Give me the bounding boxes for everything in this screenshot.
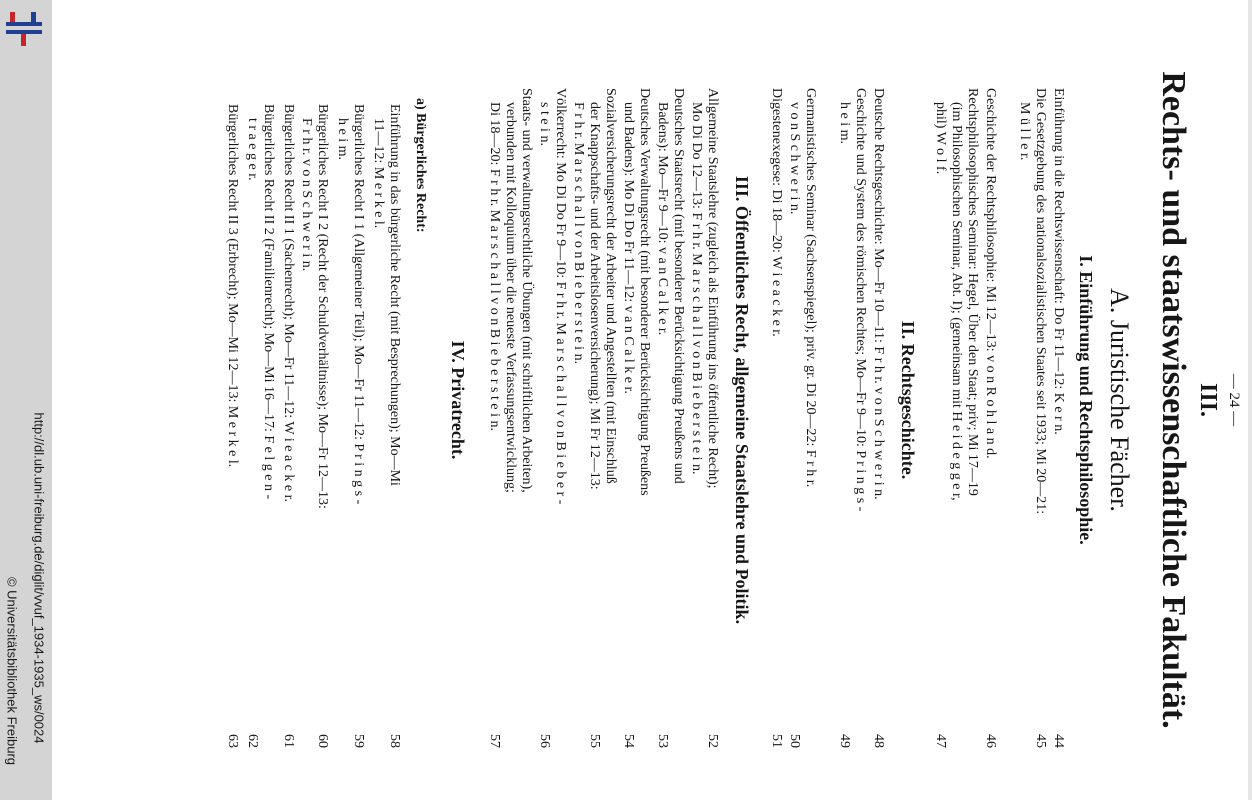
course-entry: Geschichte und System des römischen Rechtes; Mo—Fr 9—10: P r i n g s - h e i m.: [837, 88, 868, 512]
course-entry: Bürgerliches Recht I 1 (Allgemeiner Teil); Mo—Fr 11—12: P r i n g s - h e i m.: [335, 104, 366, 505]
section-heading: III. Öffentliches Recht, allgemeine Staatslehre und Politik.: [732, 175, 752, 625]
entry-number: 59: [351, 734, 366, 748]
entry-number: 57: [487, 734, 502, 748]
course-entry: Bürgerliches Recht II 2 (Familienrecht); Mo—Mi 16—17: F e l g e n - t r a e g e r.: [245, 104, 276, 500]
entry-number: 52: [705, 734, 720, 748]
chapter-number: III.: [1195, 382, 1221, 418]
section-heading: IV. Privatrecht.: [448, 340, 468, 460]
entry-number: 54: [621, 734, 636, 748]
course-entry: Sozialversicherungsrecht der Arbeiter und Angestellten (mit Einschluß der Knappschafts- und der Arbeitslosenversicherung); Mi Fr 12—13: F r h r. M a r s c h a l l v o n B i e b e r s t e i n.: [571, 88, 618, 490]
course-entry: Allgemeine Staatslehre (zugleich als Einführung ins öffentliche Recht); Mo Di Do 12—13: F r h r. M a r s c h a l l v o n B i e b e r s t e i n.: [689, 88, 720, 489]
viewer-edge: [1248, 0, 1252, 800]
course-entry: Bürgerliches Recht II 1 (Sachenrecht); Mo—Fr 11—12: W i e a c k e r.: [281, 104, 296, 502]
entry-number: 48: [871, 734, 886, 748]
course-entry: Die Gesetzgebung des nationalsozialistischen Staates seit 1933; Mi 20—21: M ü l l e r.: [1017, 88, 1048, 515]
course-entry: Deutsche Rechtsgeschichte: Mo—Fr 10—11: F r h r. v o n S c h w e r i n.: [871, 88, 886, 500]
faculty-title: Rechts- und staatswissenschaftliche Fakultät.: [1155, 71, 1192, 729]
course-entry: Germanistisches Seminar (Sachsenspiegel); priv. gr. Di 20—22: F r h r. v o n S c h w e r i n.: [787, 88, 818, 488]
entry-number: 49: [837, 734, 852, 748]
course-entry: Bürgerliches Recht II 3 (Erbrecht); Mo—Mi 12—13: M e r k e l.: [225, 104, 240, 468]
course-entry: Geschichte der Rechtsphilosophie: Mi 12—13: v o n R o h l a n d.: [983, 88, 998, 459]
course-entry: Deutsches Staatsrecht (mit besonderer Berücksichtigung Preußens und Badens): Mo—Fr 9—10: v a n C a l k e r.: [655, 88, 686, 484]
source-url[interactable]: http://dl.ub.uni-freiburg.de/diglit/vvuf_1934-1935_ws/0024: [31, 412, 47, 744]
entry-number: 55: [587, 734, 602, 748]
course-entry: Einführung in das bürgerliche Recht (mit Besprechungen); Mo—Mi 11—12: M e r k e l.: [371, 104, 402, 486]
entry-number: 56: [537, 734, 552, 748]
entry-number: 51: [769, 734, 784, 748]
entry-number: 50: [787, 734, 802, 748]
rotated-document: [54, 0, 1248, 800]
course-entry: Staats- und verwaltungsrechtliche Übungen (mit schriftlichen Arbeiten), verbunden mit Kolloquium über die neueste Verfassungsentwicklung; Di 18—20: F r h r. M a r s c h a l l v o n B i e b e r s t e i n.: [487, 88, 534, 493]
entry-number: 60: [315, 734, 330, 748]
entry-number: 47: [933, 734, 948, 748]
entry-number: 63: [225, 734, 240, 748]
subsection-heading: a) Bürgerliches Recht:: [413, 98, 428, 233]
entry-number: 45: [1033, 734, 1048, 748]
entry-number: 58: [387, 734, 402, 748]
section-heading: II. Rechtsgeschichte.: [898, 320, 918, 480]
course-entry: Deutsches Verwaltungsrecht (mit besonderer Berücksichtigung Preußens und Badens): Mo Di Do Fr 11—12: v a n C a l k e r.: [621, 88, 652, 496]
library-logo-icon: [4, 8, 44, 48]
section-heading: I. Einführung und Rechtsphilosophie.: [1076, 255, 1096, 545]
course-entry: Völkerrecht: Mo Di Do Fr 9—10: F r h r. M a r s c h a l l v o n B i e b e r - s t e i n.: [537, 88, 568, 505]
copyright-notice: © Universitätsbibliothek Freiburg: [4, 576, 20, 766]
entry-number: 62: [245, 734, 260, 748]
entry-number: 53: [655, 734, 670, 748]
course-entry: Digestenexegese: Di 18—20: W i e a c k e r.: [769, 88, 784, 337]
course-entry: Rechtsphilosophisches Seminar: Hegel, Über den Staat; priv; Mi 17—19 (im Philosophischen Seminar, Abt. I); (gemeinsam mit H e i d e g g e r, phil) W o l f.: [933, 88, 980, 501]
course-entry: Einführung in die Rechtswissenschaft: Do Fr 11—12: K e r n.: [1051, 88, 1066, 435]
page-number: — 24 —: [1226, 373, 1242, 427]
viewer-sidebar: [0, 0, 52, 800]
entry-number: 61: [281, 734, 296, 748]
part-title: A. Juristische Fächer.: [1105, 288, 1134, 512]
entry-number: 46: [983, 734, 998, 748]
course-entry: Bürgerliches Recht I 2 (Recht der Schuldverhältnisse); Mo—Fr 12—13: F r h r. v o n S c h w e r i n.: [299, 104, 330, 509]
entry-number: 44: [1051, 734, 1066, 748]
